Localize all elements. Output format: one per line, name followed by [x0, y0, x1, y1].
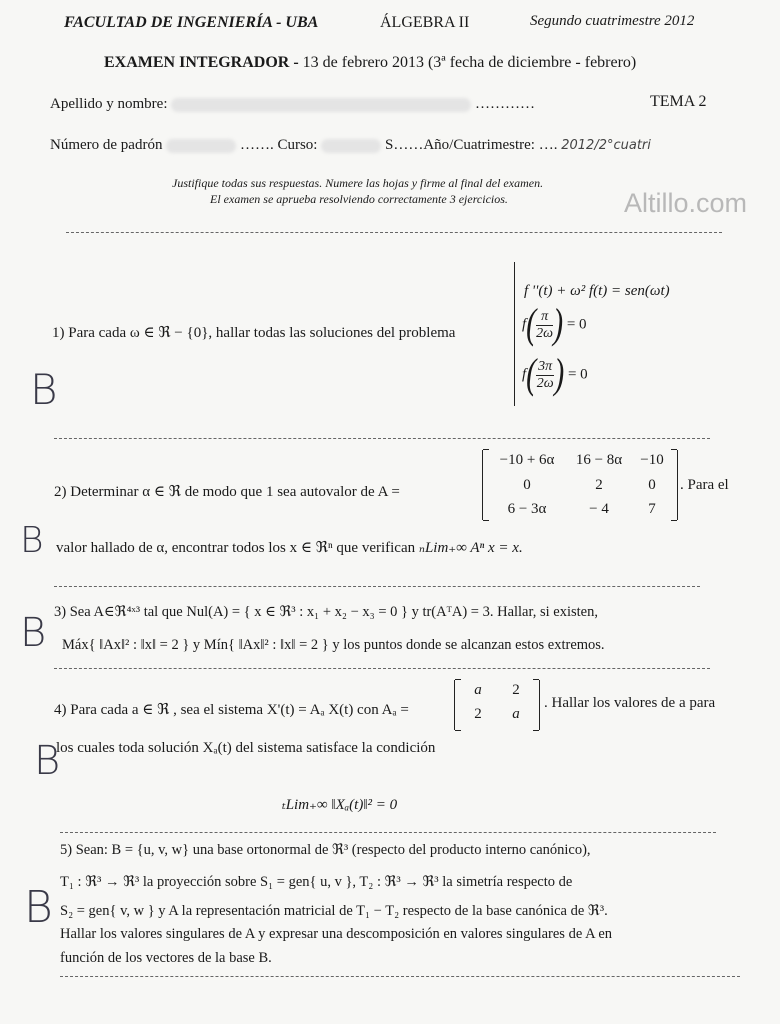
problem-5-mark: B: [24, 882, 53, 933]
problem-1-eq1: f ''(t) + ω² f(t) = sen(ωt): [524, 283, 670, 299]
problem-4-after: . Hallar los valores de a para: [544, 695, 716, 711]
eq3-rhs: = 0: [567, 366, 588, 383]
problem-1-text: 1) Para cada ω ∈ ℜ − {0}, hallar todas las soluciones del problema: [52, 325, 456, 341]
problem-5-line2: T₁ : ℜ³ → ℜ³ la proyección sobre S₁ = gen{ u, v }, T₂ : ℜ³ → ℜ³ la simetría respecto de: [60, 874, 573, 890]
m4-cell: a: [474, 682, 482, 698]
term-label: Segundo cuatrimestre 2012: [530, 13, 695, 29]
problem-2-mark: B: [20, 520, 44, 561]
padron-field: [50, 137, 651, 154]
eq2-den: 2ω: [536, 325, 554, 341]
problem-2-limit: ₙLim₊∞ Aⁿ x = x.: [418, 540, 523, 556]
m2-cell: 2: [595, 477, 603, 493]
anio-prefix: ….: [538, 137, 558, 153]
problem-2-line2-text: valor hallado de α, encontrar todos los x ∈ ℜⁿ que verifican: [56, 540, 416, 556]
m2-cell: 0: [648, 477, 656, 493]
problem-4-matrix: [454, 680, 540, 730]
problem-4-text: 4) Para cada a ∈ ℜ , sea el sistema X'(t) = Aₐ X(t) con Aₐ =: [54, 702, 409, 718]
instructions-line1: Justifique todas sus respuestas. Numere las hojas y firme al final del examen.: [172, 176, 544, 190]
eq2-num: π: [536, 309, 553, 326]
eq3-f: f: [522, 366, 527, 383]
m2-cell: 7: [648, 501, 656, 517]
eq3-fraction: [536, 359, 554, 392]
eq2-rhs: = 0: [566, 316, 587, 333]
padron-dots: ……. Curso:: [239, 137, 318, 153]
problem-1-mark: B: [30, 365, 58, 414]
m2-cell: − 4: [589, 501, 609, 517]
anio-handwritten: 2012/2°cuatri: [561, 138, 651, 153]
separator-1: [66, 232, 722, 233]
exam-title-date: 13 de febrero 2013 (3ª fecha de diciembre - febrero): [302, 54, 637, 71]
redacted-padron: [166, 139, 236, 153]
problem-1-eq2: f( $\frac{\pi}{2\omega}$ ) = 0: [522, 301, 587, 348]
problem-4-mark: B: [34, 738, 61, 784]
problem-1-brace: [514, 262, 515, 406]
altillo-watermark: Altillo.com: [624, 188, 748, 218]
eq3-num: 3π: [538, 358, 553, 374]
problem-5-line3: S₂ = gen{ v, w } y A la representación matricial de T₁ − T₂ respecto de la base canónica de ℜ³.: [60, 903, 608, 919]
problem-4-limit: ₜLim₊∞ ‖Xₐ(t)‖² = 0: [282, 797, 398, 813]
tema-label: TEMA 2: [650, 93, 707, 110]
m2-cell: 6 − 3α: [507, 501, 547, 517]
m4-cell: 2: [474, 706, 482, 722]
problem-1-eq3: f( $\frac{3\pi}{2\omega}$ ) = 0: [522, 351, 588, 398]
m2-cell: 16 − 8α: [575, 452, 623, 468]
separator-3: [54, 586, 700, 587]
name-label: Apellido y nombre:: [50, 96, 168, 112]
m2-cell: −10 + 6α: [499, 452, 555, 468]
m4-cell: 2: [512, 682, 520, 698]
problem-5-line4: Hallar los valores singulares de A y expresar una descomposición en valores singulares de A en: [60, 926, 613, 942]
curso-dots: S……Año/Cuatrimestre:: [384, 137, 535, 153]
name-dots: …………: [474, 96, 535, 112]
separator-5: [60, 832, 716, 833]
problem-3-mark: B: [20, 610, 47, 656]
problem-3-line2: Máx{ ‖Ax‖² : ‖x‖ = 2 } y Mín{ ‖Ax‖² : ‖x‖ = 2 } y los puntos donde se alcanzan estos extremos.: [62, 637, 605, 653]
problem-2-line2: [56, 538, 523, 557]
exam-title: [104, 54, 636, 72]
problem-2-matrix: [482, 450, 678, 520]
eq3-den: 2ω: [536, 375, 554, 391]
m2-cell: −10: [640, 452, 664, 468]
m4-cell: a: [512, 706, 520, 722]
redacted-curso: [321, 139, 381, 153]
name-field: [50, 96, 535, 113]
padron-label: Número de padrón: [50, 137, 163, 153]
exam-title-bold: EXAMEN INTEGRADOR -: [104, 54, 299, 71]
separator-4: [54, 668, 710, 669]
eq2-f: f: [522, 316, 527, 333]
eq2-fraction: [536, 309, 553, 342]
course-name: ÁLGEBRA II: [380, 14, 470, 31]
instructions-line2: El examen se aprueba resolviendo correctamente 3 ejercicios.: [210, 192, 508, 206]
problem-3-line1: 3) Sea A∈ℜ⁴ˣ³ tal que Nul(A) = { x ∈ ℜ³ : x₁ + x₂ − x₃ = 0 } y tr(AᵀA) = 3. Hallar, si existen,: [54, 604, 598, 620]
problem-5-line5: función de los vectores de la base B.: [60, 950, 272, 966]
separator-2: [54, 438, 710, 439]
faculty-title: FACULTAD DE INGENIERÍA - UBA: [64, 14, 319, 31]
separator-6: [60, 976, 740, 977]
problem-2-after: . Para el: [680, 477, 729, 493]
redacted-name: [171, 98, 471, 112]
problem-4-line2: los cuales toda solución Xₐ(t) del sistema satisface la condición: [56, 740, 436, 756]
m2-cell: 0: [523, 477, 531, 493]
problem-2-text: 2) Determinar α ∈ ℜ de modo que 1 sea autovalor de A =: [54, 484, 400, 500]
problem-5-line1: 5) Sean: B = {u, v, w} una base ortonormal de ℜ³ (respecto del producto interno canónico),: [60, 842, 591, 858]
